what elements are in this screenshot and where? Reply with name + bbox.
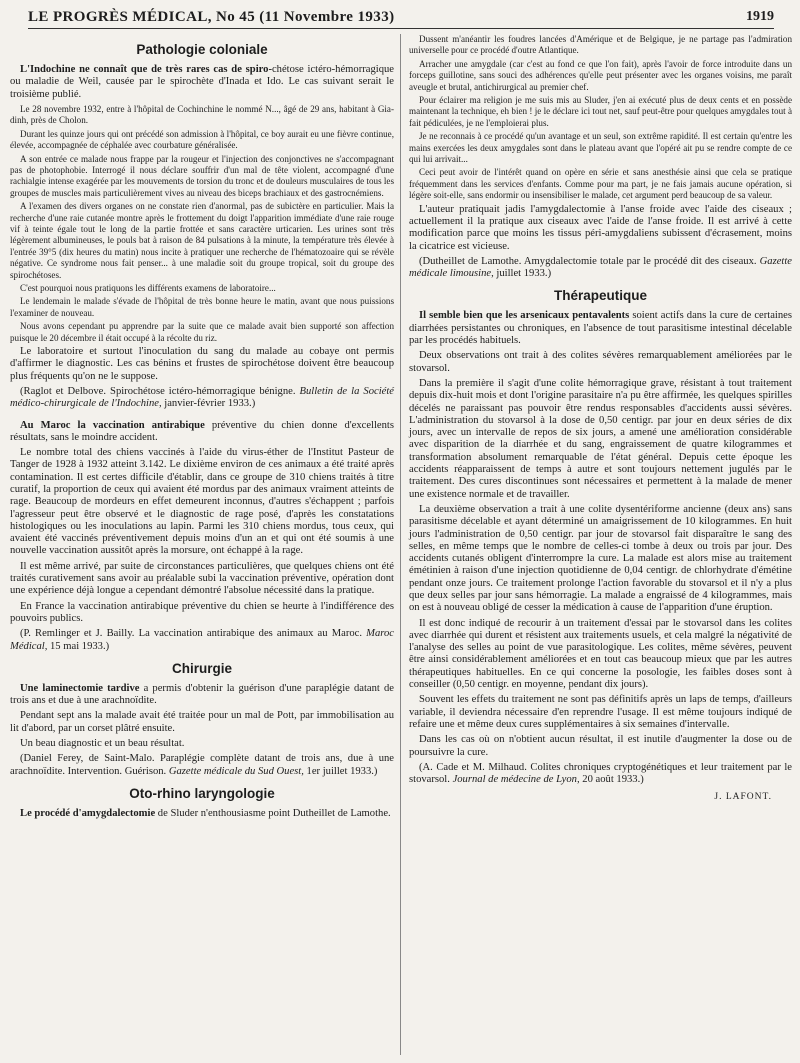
lead-phrase: Il semble bien que les arsenicaux pentavalents xyxy=(419,310,630,322)
two-column-body xyxy=(10,34,792,1055)
citation-journal: Gazette médicale limousine, xyxy=(409,255,792,280)
section-heading-pathologie: Pathologie coloniale xyxy=(136,42,268,57)
source-citation xyxy=(409,256,792,281)
section-heading-chirurgie: Chirurgie xyxy=(171,660,232,676)
source-citation xyxy=(409,762,792,787)
citation-authors: (Raglot et Delbove. Spirochétose ictéro-hémorragique bénigne. xyxy=(20,385,300,397)
page-number: 1919 xyxy=(746,9,774,24)
citation-date: janvier-février 1933.) xyxy=(161,398,256,410)
journal-title: LE PROGRÈS MÉDICAL, No 45 (11 Novembre 1933) xyxy=(28,8,395,25)
paragraph: A son entrée ce malade nous frappe par la rougeur et l'injection des conjonctives ne s'accompagnant pas de photophobie. Interrogé il nous déclare souffrir d'un mal de tête violent, accompagné d'une rachialgie intense exagérée par les mouvements de torsion du tronc et de douleurs musculaires de tous les groupes de muscles mais particulièrement vives au niveau des biceps brachiaux et des gastrocnémiens. xyxy=(10,153,394,198)
citation-date: 15 mai 1933.) xyxy=(47,640,110,652)
paragraph: Ceci peut avoir de l'intérêt quand on opère en série et sans anesthésie ainsi que cela se pratique fréquemment dans les services d'enfants. Comme pour ma part, je ne fais jamais aucune opération, si légère soit-elle, sans endormir ou insensibiliser le malade, cet argument perd beaucoup de sa valeur. xyxy=(409,167,792,201)
paragraph: La deuxième observation a trait à une colite dysentériforme ancienne (deux ans) sans parasitisme décelable et ayant déterminé un amaigrissement de 10 kilogrammes. En huit jours l'administration de 0,50 centigr. par jour de stovarsol fait disparaître le sang des selles, en même temps que le nombre de celles-ci tombe à deux ou trois par jour. Des accidents cutanés obligent d'interrompre la cure. La malade est alors mise au traitement émétinien à raison d'une injection quotidienne de 0,04 centigr. de chlorhydrate d'émétine pendant onze jours. Ce traitement prolonge l'action favorable du stovarsol et il n'y a plus que deux selles par jour sans hémorragie. La malade a engraissé de 4 kilogrammes, mais on est à nouveau obligé de cesser la médication à cause de l'apparition d'une éruption. xyxy=(409,503,792,614)
lead-rest: a permis d'obtenir la guérison d'une paraplégie datant de trois ans et due à une arachnoïdite. xyxy=(10,682,394,707)
paragraph: Il est donc indiqué de recourir à un traitement d'essai par le stovarsol dans les colites avec diarrhée qui durent et résistent aux traitements usuels, et cela malgré la négativité de l'analyse des selles au point de vue parasitologique. Les colites, même sévères, peuvent être ainsi considérablement améliorées et en tout cas beaucoup mieux que par les autres thérapeutiques habituelles. En ce qui concerne la posologie, les faibles doses sont à conseiller (0,50 centigr. en moyenne, pendant dix jours). xyxy=(409,617,792,691)
lead-rest: de Sluder n'enthousiasme point Dutheillet de Lamothe. xyxy=(155,807,391,819)
article-lead-maroc xyxy=(10,420,394,445)
lead-rest: soient actifs dans la cure de certaines diarrhées persistantes ou chroniques, en l'absence de tout parasitisme intestinal décelable par les procédés habituels. xyxy=(409,310,792,347)
paragraph: Le laboratoire et surtout l'inoculation du sang du malade au cobaye ont permis d'affirmer le diagnostic. Les cas bénins et frustes de spirochétose doivent être beaucoup plus fréquents qu'on ne le suppose. xyxy=(10,346,394,382)
paragraph: C'est pourquoi nous pratiquons les différents examens de laboratoire... xyxy=(20,282,276,293)
citation-authors: (Daniel Ferey, de Saint-Malo. Paraplégie complète datant de trois ans, due à une arachnoïdite. Intervention. Guérison. xyxy=(10,753,394,777)
lead-rest: chétose ictéro-hémorragique ou maladie de Weil, causée par le spirochète d'Inada et Ido. Le cas suivant serait le troisième publié. xyxy=(10,64,394,100)
paragraph: Je ne reconnais à ce procédé qu'un avantage et un seul, son extrême rapidité. Il est certain qu'entre les mains exercées les deux amygdales sont dans le plateau avant que l'opéré ait pu se rendre compte de ce qui lui arrivait... xyxy=(409,131,792,165)
paragraph: Arracher une amygdale (car c'est au fond ce que l'on fait), après l'avoir de force introduite dans un forceps guillotine, sans souci des adhérences qu'elle peut présenter avec les organes voisins, me paraît aveugle et brutal, antichirurgical au premier chef. xyxy=(409,58,792,92)
paragraph: Pendant sept ans la malade avait été traitée pour un mal de Pott, par immobilisation au lit d'abord, par un corset plâtré ensuite. xyxy=(10,710,394,734)
citation-date: 20 août 1933.) xyxy=(579,774,644,786)
paragraph: A l'examen des divers organes on ne constate rien d'anormal, pas de subictère en particulier. Mais la recherche d'une raie cutanée montre après le frottement du doigt l'apparition immédiate d'une raie rouge vif à teinte égale tout le long de la partie frottée et sans caractère urticarien. Les urines sont très légèrement albumineuses, le pouls bat à raison de 84 pulsations à la minute, la température très élevée à l'entrée 39°5 (dix heures du matin) nous incite à pratiquer une recherche de l'hématozoaire qui se révèle négative. Ce syndrome nous fait penser... à une maladie soit du groupe tropical, soit du groupe des spirochétoses. xyxy=(10,201,394,280)
article-lead-indochine xyxy=(10,64,394,101)
paragraph: Durant les quinze jours qui ont précédé son admission à l'hôpital, ce boy aurait eu une fièvre continue, élevée, accompagnée de céphalée avec courbature généralisée. xyxy=(10,128,394,151)
paragraph: Deux observations ont trait à des colites sévères remarquablement améliorées par le stovarsol. xyxy=(409,350,792,374)
left-column xyxy=(10,34,401,1055)
source-citation xyxy=(10,753,394,778)
right-column xyxy=(401,34,792,1055)
running-header xyxy=(28,6,774,29)
lead-phrase: Au Maroc la vaccination antirabique xyxy=(20,419,205,431)
paragraph: Il est même arrivé, par suite de circonstances particulières, que quelques chiens ont été traités curativement sans avoir au préalable subi la vaccination préventive, opération dont une expérience déjà longue a cependant démontré l'absolue nécessité dans la pratique. xyxy=(10,560,394,597)
article-lead-amygdalectomie xyxy=(10,808,394,820)
article-lead-laminectomie xyxy=(10,683,394,708)
article-lead-arsenicaux xyxy=(409,310,792,347)
paragraph: Pour éclairer ma religion je me suis mis au Sluder, j'en ai exécuté plus de deux cents et en possède maintenant la technique, eh bien ! je le déclare ici tout net, sauf peut-être pour quelques amygdales tout à fait pédiculées, je ne l'emploierai plus. xyxy=(409,95,792,128)
lead-phrase: L'Indochine ne connaît que de très rares cas de spiro- xyxy=(20,64,272,75)
paragraph: Dans la première il s'agit d'une colite hémorragique grave, résistant à tout traitement depuis dix-huit mois et dont l'origine parasitaire n'a pu être affirmée, les quelques spirilles décelés ne paraissant pas pouvoir être rendus responsables d'accidents aussi sévères. L'administration du stovarsol à la dose de 0,50 centigr. par jour en deux séries de dix jours, avec un intervalle de repos de six jours, a amené une amélioration considérable avec disparition de la diarrhée et du sang, engraissement de quatre kilogrammes et transformation absolument remarquable de l'état général. Depuis cette époque les accidents réapparaissent de temps à autre et sont toujours nettement jugulés par le traitement. Des cures discontinues sont nécessaires et permettent à la malade de mener une existence normale et de travailler. xyxy=(409,377,792,500)
citation-date: 1er juillet 1933.) xyxy=(303,765,378,777)
paragraph: En France la vaccination antirabique préventive du chien se heurte à l'indifférence des pouvoirs publics. xyxy=(10,600,394,624)
citation-authors: (Dutheillet de Lamothe. Amygdalectomie totale par le procédé dit des ciseaux. xyxy=(419,255,760,267)
lead-phrase: Le procédé d'amygdalectomie xyxy=(20,807,156,819)
paragraph: Le 28 novembre 1932, entre à l'hôpital de Cochinchine le nommé N..., âgé de 29 ans, habitant à Gia-dinh, près de Cholon. xyxy=(10,103,394,126)
amygdalectomy-quote-block xyxy=(409,34,792,202)
paragraph: Dans les cas où on n'obtient aucun résultat, il est inutile d'augmenter la dose ou de poursuivre la cure. xyxy=(409,734,792,758)
lead-rest: préventive du chien donne d'excellents résultats, sans le moindre accident. xyxy=(10,419,394,443)
paragraph: Souvent les effets du traitement ne sont pas définitifs après un laps de temps, d'ailleurs variable, il deviendra nécessaire d'en reprendre l'usage. Il est même toujours indiqué de refaire une et même deux cures supplémentaires à six semaines d'intervalle. xyxy=(409,694,792,730)
case-report-block xyxy=(10,104,394,344)
lead-phrase: Une laminectomie tardive xyxy=(20,682,140,694)
paragraph: Dussent m'anéantir les foudres lancées d'Amérique et de Belgique, je ne partage pas l'admiration universelle pour ce procédé d'outre Atlantique. xyxy=(409,34,792,56)
citation-authors: (A. Cade et M. Milhaud. Colites chroniques cryptogénétiques et leur traitement par le stovarsol. xyxy=(409,761,792,786)
source-citation xyxy=(10,386,394,411)
citation-date: juillet 1933.) xyxy=(493,268,552,280)
source-citation xyxy=(10,628,394,653)
section-heading-oto: Oto-rhino laryngologie xyxy=(129,785,275,801)
paragraph: Le nombre total des chiens vaccinés à l'aide du virus-éther de l'Institut Pasteur de Tanger de 1928 à 1932 atteint 3.142. Le dixième environ de ces animaux a été traité après contamination. Il est certes difficile d'établir, dans ce groupe de 310 chiens traités à titre curatif, la proportion de ceux qui avaient été mordus par des animaux vraiment atteints de rage. Beaucoup de mordeurs en effet demeurent inconnus, d'autres s'échappent ; parfois l'agresseur peut être observé et le diagnostic de rage posé, d'après les constatations histologiques ou les inoculations au lapin. Parmi les 310 chiens mordus, tous ceux, qui avaient été vaccinés préventivement depuis moins d'un an et qui ont été soumis à une nouvelle vaccination aussitôt après la morsure, ont échappé à la rage. xyxy=(10,447,394,557)
paragraph: Un beau diagnostic et un beau résultat. xyxy=(20,738,185,750)
section-heading-therapeutique: Thérapeutique xyxy=(553,288,647,304)
paragraph: Le lendemain le malade s'évade de l'hôpital de très bonne heure le matin, avant que nous puissions l'examiner de nouveau. xyxy=(10,296,394,318)
citation-authors: (P. Remlinger et J. Bailly. La vaccination antirabique des animaux au Maroc. xyxy=(20,628,367,640)
author-signature: J. LAFONT. xyxy=(714,792,772,803)
citation-journal: Journal de médecine de Lyon, xyxy=(452,774,580,786)
citation-journal: Gazette médicale du Sud Ouest, xyxy=(168,765,304,777)
citation-journal: Maroc Médical, xyxy=(10,628,394,652)
citation-journal: Bulletin de la Société médico-chirurgicale de l'Indochine, xyxy=(10,385,394,410)
paragraph: L'auteur pratiquait jadis l'amygdalectomie à l'anse froide avec l'aide des ciseaux ; actuellement il la pratique aux ciseaux avec l'aide de l'anse froide. Il est arrivé à cette modification parce que moins les tissus péri-amygdaliens subissent d'écrasement, moins la cicatrice est vicieuse. xyxy=(409,203,792,252)
paragraph: Nous avons cependant pu apprendre par la suite que ce malade avait bien supporté son affection puisque le 20 décembre il était occupé à la récolte du riz. xyxy=(10,321,394,343)
